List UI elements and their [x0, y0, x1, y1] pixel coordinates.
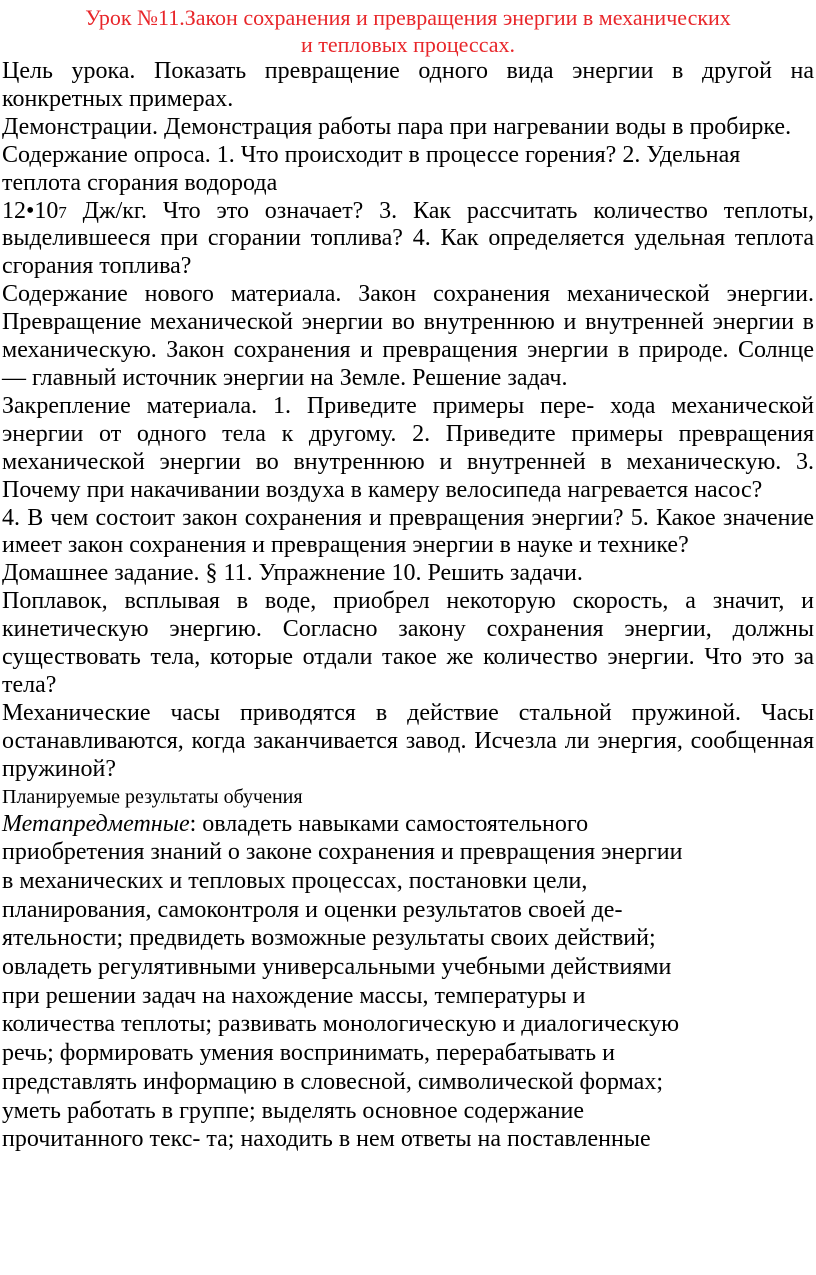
meta-line: ятельности; предвидеть возможные результаты своих действий;	[2, 925, 656, 952]
homework: Домашнее задание. § 11. Упражнение 10. Решить задачи.	[2, 560, 583, 587]
new-material-content: Содержание нового материала. Закон сохранения механической энергии. Превращение механической энергии во внутреннюю и внутренней энергии в механическую. Закон сохранения и превращения энергии в природе. Солнце — главный источник энергии на Земле. Решение задач.	[2, 281, 814, 391]
planned-results-heading: Планируемые результаты обучения	[2, 785, 303, 808]
hydrogen-heat-value: 12•10	[2, 197, 59, 224]
survey-content-intro: Содержание опроса. 1. Что происходит в процессе горения? 2. Удельная теплота сгорания водорода	[2, 141, 741, 196]
lesson-goal: Цель урока. Показать превращение одного вида энергии в другой на конкретных примерах.	[2, 58, 814, 112]
meta-line: в механических и тепловых процессах, постановки цели,	[2, 867, 588, 894]
lesson-demonstrations: Демонстрации. Демонстрация работы пара при нагревании воды в пробирке.	[2, 113, 792, 140]
lesson-title	[2, 4, 814, 58]
meta-line: овладеть регулятивными универсальными учебными действиями	[2, 954, 672, 981]
power-exponent: 7	[58, 202, 67, 222]
homework-task-clock: Механические часы приводятся в действие стальной пружиной. Часы останавливаются, когда заканчивается завод. Исчезла ли энергия, сообщенная пружиной?	[2, 699, 814, 782]
meta-line: приобретения знаний о законе сохранения и превращения энергии	[2, 839, 683, 866]
survey-questions-rest: Дж/кг. Что это означает? 3. Как рассчитать количество теплоты, выделившееся при сгорании топлива? 4. Как определяется удельная теплота сгорания топлива?	[2, 197, 814, 280]
lesson-title-line-2: и тепловых процессах.	[301, 32, 515, 57]
meta-line: прочитанного текс- та; находить в нем ответы на поставленные	[2, 1126, 651, 1153]
meta-line-1: Метапредметные: овладеть навыками самостоятельного	[2, 810, 589, 837]
meta-line: речь; формировать умения воспринимать, перерабатывать и	[2, 1040, 615, 1067]
lesson-title-line-1: Урок №11.Закон сохранения и превращения энергии в механических	[85, 5, 731, 30]
meta-line: представлять информацию в словесной, символической формах;	[2, 1068, 663, 1095]
meta-line: планирования, самоконтроля и оценки результатов своей де-	[2, 896, 623, 923]
metasubject-label: Метапредметные	[2, 810, 190, 837]
meta-line: при решении задач на нахождение массы, температуры и	[2, 982, 586, 1009]
meta-line: количества теплоты; развивать монологическую и диалогическую	[2, 1011, 680, 1038]
consolidation-questions: Закрепление материала. 1. Приведите примеры пере- хода механической энергии от одного тела к другому. 2. Приведите примеры превращения механической энергии во внутреннюю и внутренней в механическую. 3. Почему при накачивании воздуха в камеру велосипеда нагревается насос?	[2, 392, 814, 503]
homework-task-float: Поплавок, всплывая в воде, приобрел некоторую скорость, а значит, и кинетическую энергию. Согласно закону сохранения энергии, должны существовать тела, которые отдали такое же количество энергии. Что это за тела?	[2, 588, 814, 698]
meta-line: уметь работать в группе; выделять основное содержание	[2, 1097, 584, 1124]
metasubject-results	[2, 810, 814, 1154]
document-page	[0, 4, 816, 1154]
consolidation-question-4-5: 4. В чем состоит закон сохранения и превращения энергии? 5. Какое значение имеет закон сохранения и превращения энергии в науке и технике?	[2, 504, 814, 559]
survey-content-continued	[2, 198, 814, 282]
